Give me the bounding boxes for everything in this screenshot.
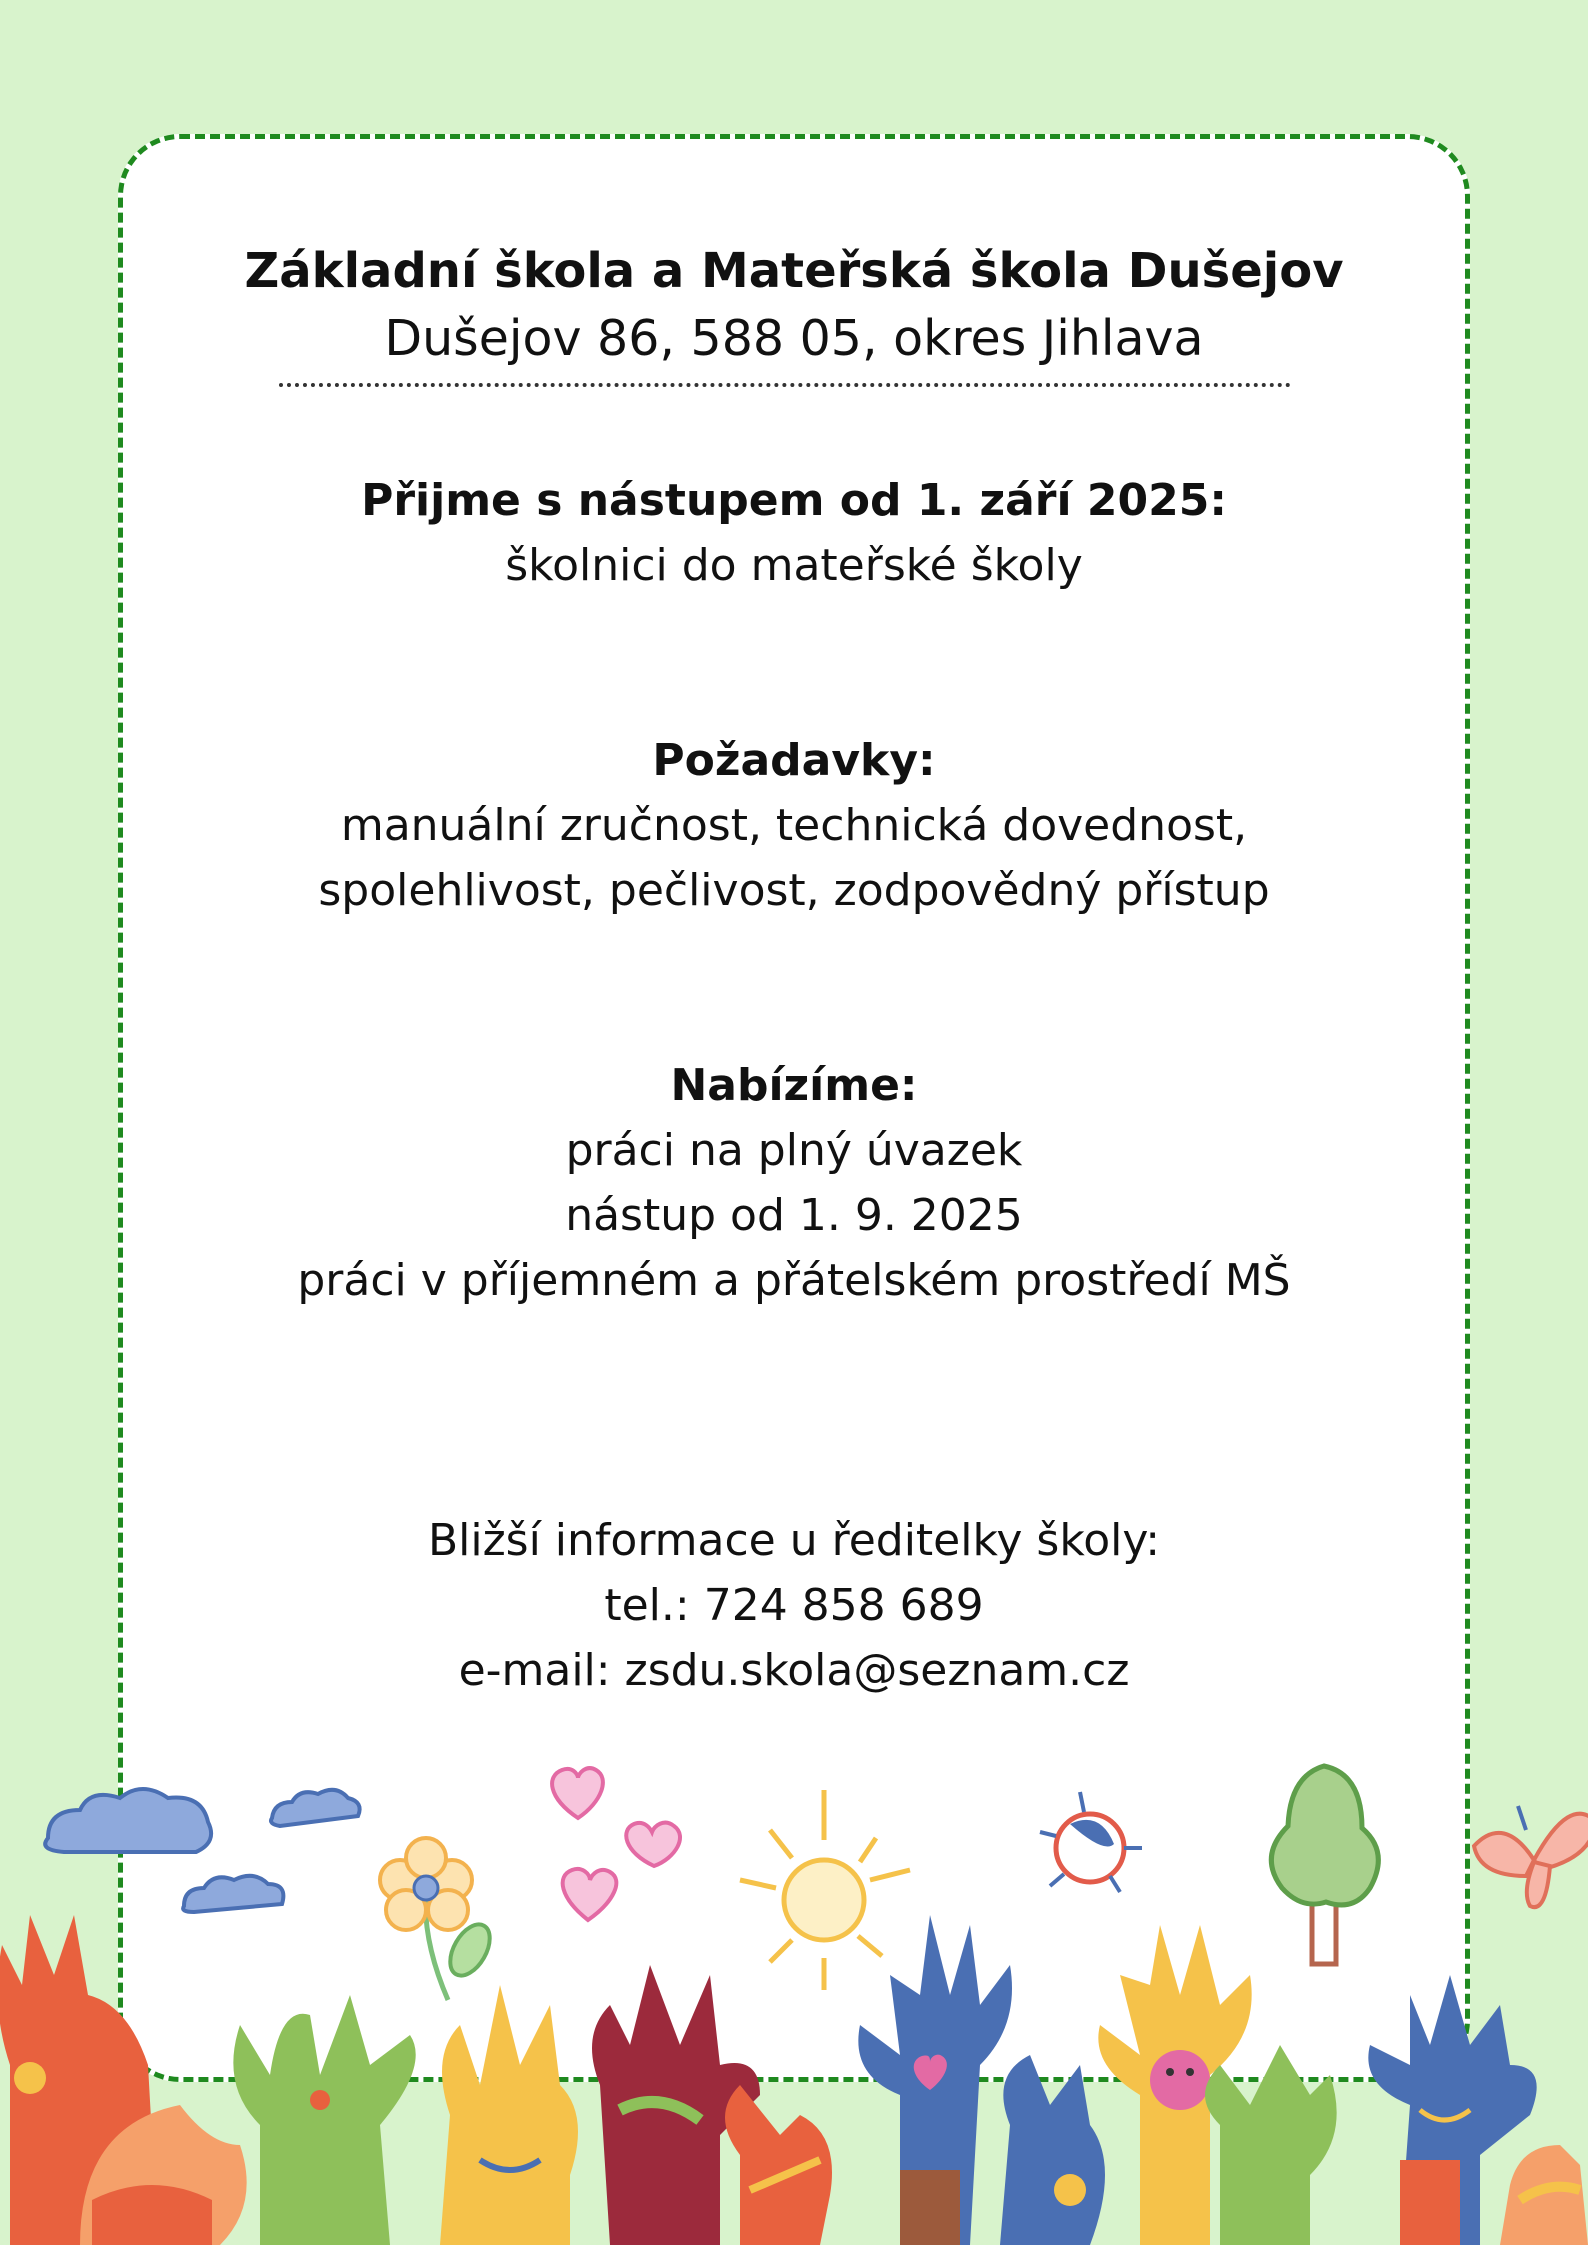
cloud-icon (271, 1790, 360, 1826)
contact-email: e-mail: zsdu.skola@seznam.cz (458, 1645, 1130, 1696)
heart-icon (626, 1823, 680, 1866)
flower-icon (380, 1838, 498, 2000)
butterfly-icon (1474, 1806, 1588, 1907)
hand-icon (725, 2085, 832, 2245)
school-address: Dušejov 86, 588 05, okres Jihlava (384, 310, 1204, 367)
contact-intro: Bližší informace u ředitelky školy: (427, 1515, 1161, 1566)
hand-icon (233, 1995, 415, 2245)
hand-icon (1205, 2045, 1337, 2245)
sun-icon (740, 1790, 910, 1990)
hand-icon (858, 1915, 1012, 2245)
offer-line: nástup od 1. 9. 2025 (565, 1190, 1023, 1241)
ladybug-icon (1040, 1792, 1142, 1892)
position-title: Přijme s nástupem od 1. září 2025: (361, 475, 1227, 526)
heart-icon (552, 1768, 603, 1818)
offer-line: práci na plný úvazek (565, 1125, 1023, 1176)
requirements-line: spolehlivost, pečlivost, zodpovědný přístup (318, 865, 1270, 916)
requirements-title: Požadavky: (652, 735, 936, 786)
offer-line: práci v příjemném a přátelském prostředí MŠ (297, 1255, 1291, 1306)
requirements-line: manuální zručnost, technická dovednost, (340, 800, 1248, 851)
hand-icon (440, 1985, 578, 2245)
offer-title: Nabízíme: (670, 1060, 918, 1111)
hand-icon (1500, 2145, 1588, 2245)
heart-icon (563, 1869, 617, 1920)
hand-icon (1000, 2055, 1105, 2245)
school-name: Základní škola a Mateřská škola Dušejov (244, 243, 1344, 299)
position-line: školnici do mateřské školy (505, 540, 1083, 591)
tree-icon (1271, 1766, 1378, 1964)
contact-phone: tel.: 724 858 689 (604, 1580, 984, 1631)
cloud-icon (183, 1876, 283, 1912)
cloud-icon (45, 1789, 211, 1852)
